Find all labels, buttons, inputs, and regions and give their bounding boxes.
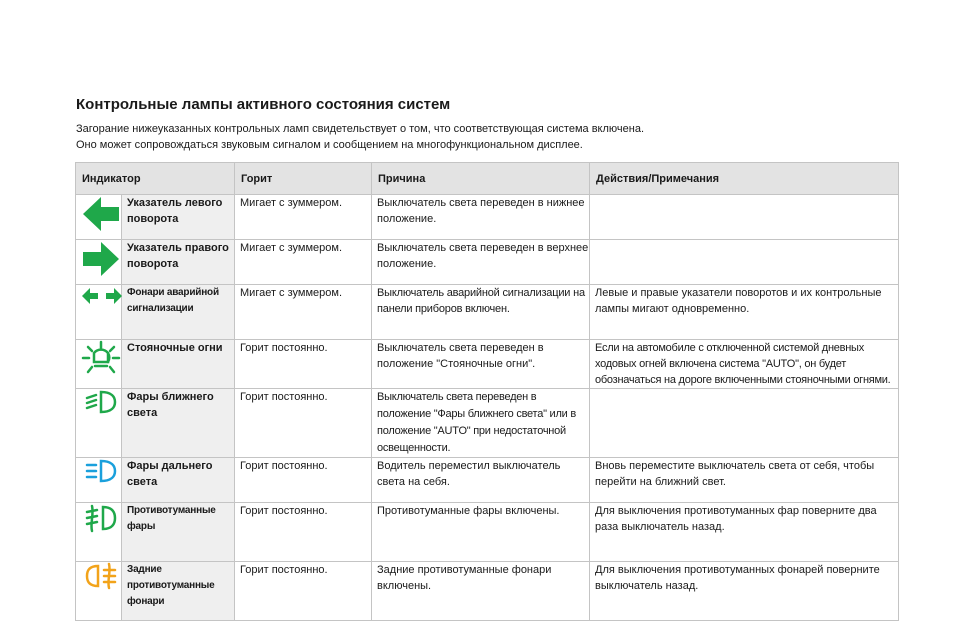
indicator-reason: Выключатель света переведен в верхнее положение.: [372, 240, 590, 285]
header-indicator: Индикатор: [76, 163, 235, 195]
header-state: Горит: [235, 163, 372, 195]
main-beam-icon: [76, 458, 122, 503]
indicator-reason: Противотуманные фары включены.: [372, 503, 590, 562]
table-row: [76, 195, 899, 240]
indicator-name: Указатель левого поворота: [122, 195, 235, 240]
indicator-name: Фонари аварийной сигнализации: [122, 285, 235, 340]
indicator-state: Мигает с зуммером.: [235, 285, 372, 340]
sidelights-icon: [76, 340, 122, 389]
indicator-state: Горит постоянно.: [235, 340, 372, 389]
indicator-state: Горит постоянно.: [235, 503, 372, 562]
intro-line-1: Загорание нижеуказанных контрольных ламп свидетельствует о том, что соответствующая система включена.: [76, 123, 644, 135]
indicator-action: Левые и правые указатели поворотов и их контрольные лампы мигают одновременно.: [590, 285, 899, 340]
indicator-reason: Выключатель света переведен в нижнее положение.: [372, 195, 590, 240]
table-row: [76, 285, 899, 340]
indicator-reason: Выключатель аварийной сигнализации на панели приборов включен.: [372, 285, 590, 340]
indicator-reason: Задние противотуманные фонари включены.: [372, 562, 590, 621]
right-turn-arrow-icon: [76, 240, 122, 285]
indicator-state: Горит постоянно.: [235, 458, 372, 503]
table-row: [76, 389, 899, 458]
indicator-name: Фары ближнего света: [122, 389, 235, 458]
indicator-action: Для выключения противотуманных фар поверните два раза выключатель назад.: [590, 503, 899, 562]
indicator-name: Стояночные огни: [122, 340, 235, 389]
indicator-action: Если на автомобиле с отключенной системой дневных ходовых огней включена система "AUTO", он будет обозначаться на дороге включенными стояночными огнями.: [590, 340, 899, 389]
table-row: [76, 562, 899, 621]
indicator-action: [590, 240, 899, 285]
indicator-action: Для выключения противотуманных фонарей поверните выключатель назад.: [590, 562, 899, 621]
left-turn-arrow-icon: [76, 195, 122, 240]
indicator-reason: Выключатель света переведен в положение "Фары ближнего света" или в положение "AUTO" при недостаточной освещенности.: [372, 389, 590, 458]
indicator-action: [590, 195, 899, 240]
warning-lamps-table: [75, 162, 899, 621]
front-fog-lamp-icon: [76, 503, 122, 562]
indicator-action: [590, 389, 899, 458]
indicator-action: Вновь переместите выключатель света от себя, чтобы перейти на ближний свет.: [590, 458, 899, 503]
indicator-name: Противотуманные фары: [122, 503, 235, 562]
table-row: [76, 503, 899, 562]
header-reason: Причина: [372, 163, 590, 195]
page-title: Контрольные лампы активного состояния систем: [76, 96, 451, 113]
intro-line-2: Оно может сопровождаться звуковым сигналом и сообщением на многофункциональном дисплее.: [76, 138, 583, 151]
indicator-name: Указатель правого поворота: [122, 240, 235, 285]
hazard-arrows-icon: [76, 285, 122, 340]
dipped-beam-icon: [76, 389, 122, 458]
indicator-reason: Выключатель света переведен в положение "Стояночные огни".: [372, 340, 590, 389]
indicator-name: Задние противотуманные фонари: [122, 562, 235, 621]
indicator-state: Горит постоянно.: [235, 562, 372, 621]
table-header-row: [76, 163, 899, 195]
indicator-reason: Водитель переместил выключатель света на себя.: [372, 458, 590, 503]
table-row: [76, 458, 899, 503]
rear-fog-lamp-icon: [76, 562, 122, 621]
table-row: [76, 240, 899, 285]
table-row: [76, 340, 899, 389]
indicator-state: Мигает с зуммером.: [235, 240, 372, 285]
indicator-state: Горит постоянно.: [235, 389, 372, 458]
header-action: Действия/Примечания: [590, 163, 899, 195]
indicator-state: Мигает с зуммером.: [235, 195, 372, 240]
indicator-name: Фары дальнего света: [122, 458, 235, 503]
intro-text: [76, 122, 896, 153]
